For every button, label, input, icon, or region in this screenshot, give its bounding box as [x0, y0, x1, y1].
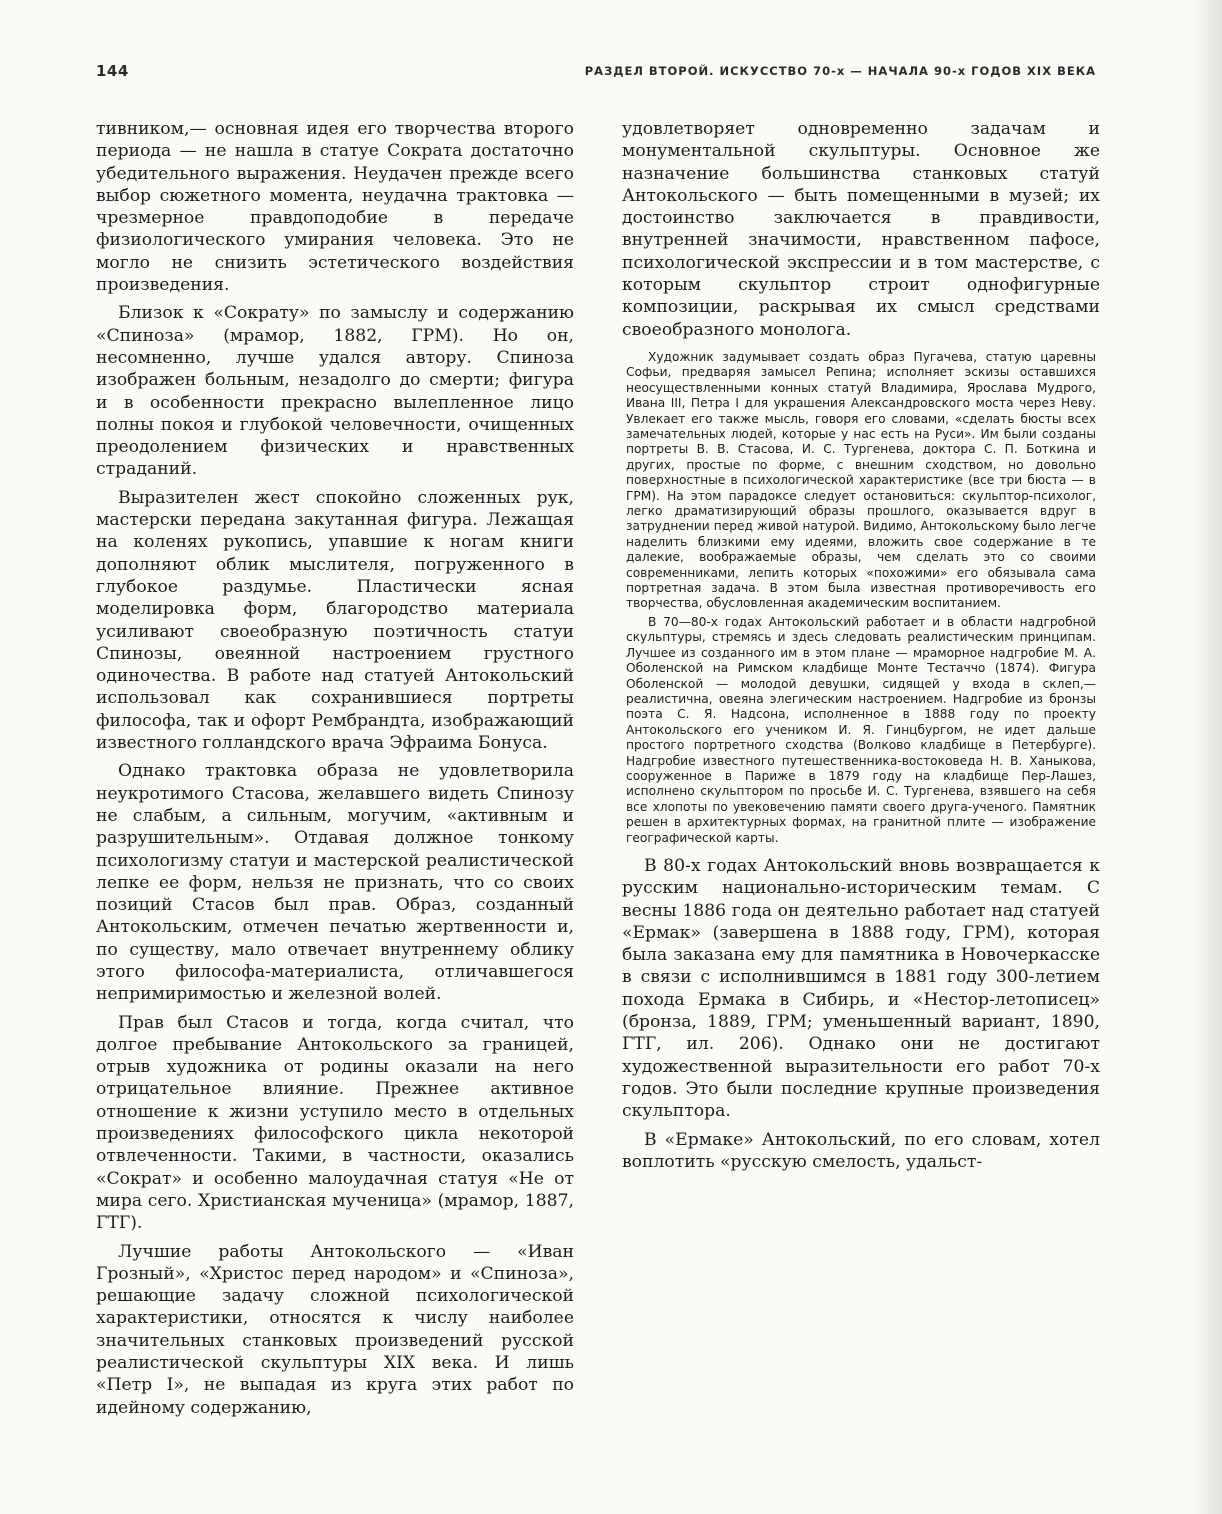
paragraph: Прав был Стасов и тогда, когда считал, что долгое пребывание Антокольского за границей, отрыв художника от родины оказали на него отрицательное влияние. Прежнее активное отношение к жизни уступило место в отдельных произведениях философского цикла некоторой отвлеченности. Такими, в частности, оказались «Сократ» и особенно малоудачная статуя «Не от мира сего. Христианская мученица» (мрамор, 1887, ГТГ). — [96, 1012, 574, 1234]
page-edge-shadow — [1192, 0, 1222, 1514]
paragraph: Выразителен жест спокойно сложенных рук, мастерски передана закутанная фигура. Лежащая на коленях рукопись, упавшие к ногам книги дополняют облик мыслителя, погруженного в глубокое раздумье. Пластически ясная моделировка форм, благородство материала усиливают своеобразную поэтичность статуи Спинозы, овеянной настроением грустного одиночества. В работе над статуей Антокольский использовал как сохранившиеся портреты философа, так и офорт Рембрандта, изображающий известного голландского врача Эфраима Бонуса. — [96, 487, 574, 754]
paragraph: Однако трактовка образа не удовлетворила неукротимого Стасова, желавшего видеть Спинозу не слабым, а сильным, могучим, «активным и разрушительным». Отдавая должное тонкому психологизму статуи и мастерской реалистической лепке ее форм, нельзя не признать, что со своих позиций Стасов был прав. Образ, созданный Антокольским, отмечен печатью жертвенности и, по существу, мало отвечает внутреннему облику этого философа-материалиста, отличавшегося непримиримостью и железной волей. — [96, 761, 574, 1005]
small-print-paragraph: Художник задумывает создать образ Пугачева, статую царевны Софьи, предваряя замысел Репина; исполняет эскизы оставшихся неосуществленными конных статуй Владимира, Ярослава Мудрого, Ивана III, Петра I для украшения Александровского моста через Неву. Увлекает его также мысль, говоря его словами, «сделать бюсты всех замечательных людей, которые у нас есть на Руси». Им были созданы портреты В. В. Стасова, И. С. Тургенева, доктора С. П. Боткина и других, простые по форме, с внешним сходством, но довольно поверхностные в психологической характеристике (все три бюста — в ГРМ). На этом парадоксе следует остановиться: скульптор-психолог, легко драматизирующий образы прошлого, оказывается вдруг в затруднении перед живой натурой. Видимо, Антокольскому было легче наделить близкими ему идеями, вложить свое содержание в те далекие, воображаемые образы, чем сделать это со своими современниками, лепить которых «похожими» его обязывала сама портретная задача. В этом была известная противоречивость его творчества, обусловленная академическим воспитанием. — [626, 349, 1096, 611]
paragraph: тивником,— основная идея его творчества второго периода — не нашла в статуе Сократа достаточно убедительного выражения. Неудачен прежде всего выбор сюжетного момента, неудачна трактовка — чрезмерное правдоподобие в передаче физиологического умирания человека. Это не могло не снизить эстетического воздействия произведения. — [96, 119, 574, 296]
running-head: РАЗДЕЛ ВТОРОЙ. ИСКУССТВО 70-х — НАЧАЛА 90-х ГОДОВ XIX ВЕКА — [584, 64, 1096, 78]
left-column — [96, 118, 574, 1419]
paragraph: Близок к «Сократу» по замыслу и содержанию «Спиноза» (мрамор, 1882, ГРМ). Но он, несомненно, лучше удался автору. Спиноза изображен больным, незадолго до смерти; фигура и в особенности прекрасно вылепленное лицо полны покоя и глубокой человечности, очищенных преодолением физических и нравственных страданий. — [96, 303, 574, 480]
right-column — [622, 118, 1100, 1173]
paragraph: удовлетворяет одновременно задачам и монументальной скульптуры. Основное же назначение большинства станковых статуй Антокольского — быть помещенными в музей; их достоинство заключается в правдивости, внутренней значимости, нравственном пафосе, психологической экспрессии и в том мастерстве, с которым скульптор строит однофигурные композиции, раскрывая их смысл средствами своеобразного монолога. — [622, 119, 1100, 340]
paragraph: В 80-х годах Антокольский вновь возвращается к русским национально-историческим темам. С весны 1886 года он деятельно работает над статуей «Ермак» (завершена в 1888 году, ГРМ), которая была заказана ему для памятника в Новочеркасске в связи с исполнившимся в 1881 году 300-летием похода Ермака в Сибирь, и «Нестор-летописец» (бронза, 1889, ГРМ; уменьшенный вариант, 1890, ГТГ, ил. 206). Однако они не достигают художественной выразительности его работ 70-х годов. Это были последние крупные произведения скульптора. — [622, 855, 1100, 1122]
small-print-paragraph: В 70—80-х годах Антокольский работает и в области надгробной скульптуры, стремясь и здесь следовать реалистическим принципам. Лучшее из созданного им в этом плане — мраморное надгробие М. А. Оболенской на Римском кладбище Монте Тестаччо (1874). Фигура Оболенской — молодой девушки, сидящей у входа в склеп,— реалистична, овеяна элегическим настроением. Надгробие из бронзы поэта С. Я. Надсона, исполненное в 1888 году по проекту Антокольского его учеником И. Я. Гинцбургом, не идет дальше простого портретного сходства (Волково кладбище в Петербурге). Надгробие известного путешественника-востоковеда Н. В. Ханыкова, сооруженное в Париже в 1879 году на кладбище Пер-Лашез, исполнено скульптором по просьбе И. С. Тургенева, взявшего на себя все хлопоты по увековечению памяти своего друга-ученого. Памятник решен в архитектурных формах, на гранитной плите — изображение географической карты. — [626, 614, 1096, 845]
paragraph: В «Ермаке» Антокольский, по его словам, хотел воплотить «русскую смелость, удальст- — [622, 1129, 1100, 1172]
paragraph: Лучшие работы Антокольского — «Иван Грозный», «Христос перед народом» и «Спиноза», решающие задачу сложной психологической характеристики, относятся к числу наиболее значительных станковых произведений русской реалистической скульптуры XIX века. И лишь «Петр I», не выпадая из круга этих работ по идейному содержанию, — [96, 1241, 574, 1418]
page-number: 144 — [96, 62, 129, 80]
